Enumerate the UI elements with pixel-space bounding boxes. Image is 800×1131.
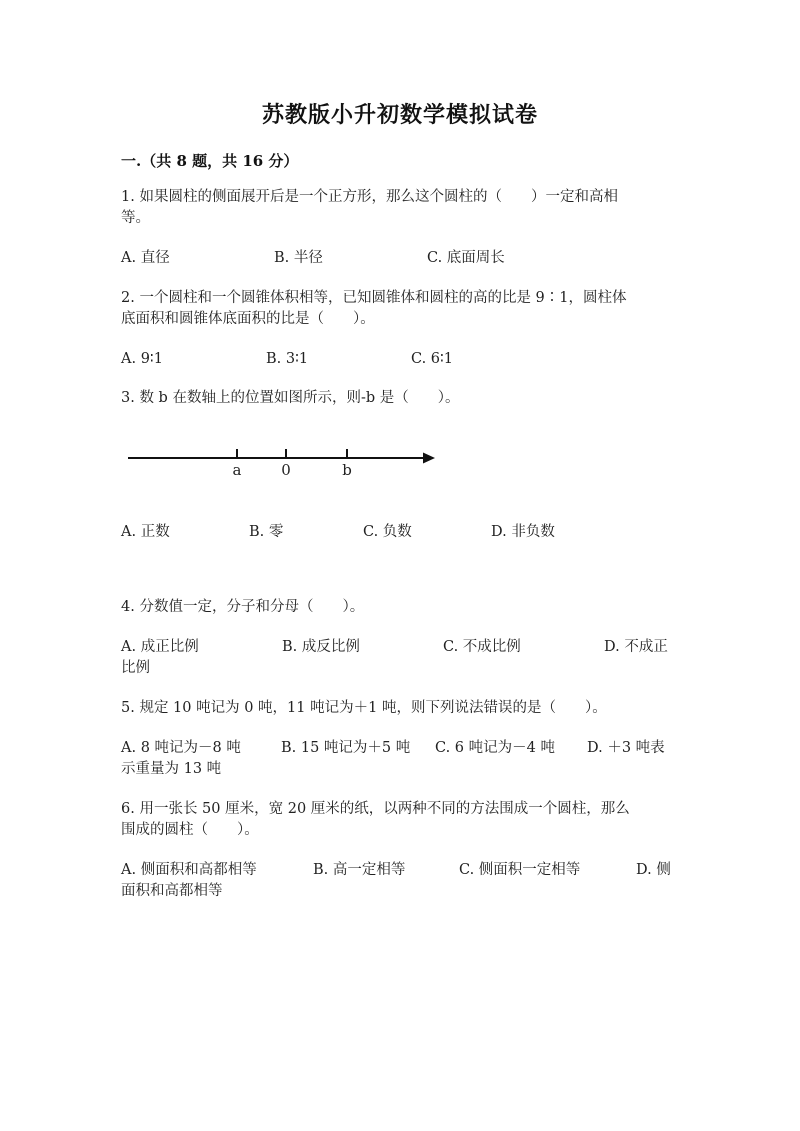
question-6-option-d[interactable]: D. 侧 <box>636 862 671 878</box>
question-2-stem <box>121 288 681 330</box>
question-3-option-c[interactable]: C. 负数 <box>363 524 412 540</box>
question-4-stem <box>121 597 681 618</box>
question-1-option-a[interactable]: A. 直径 <box>121 250 170 266</box>
question-3-options <box>121 522 681 543</box>
question-2-line-1: 2. 一个圆柱和一个圆锥体积相等，已知圆锥体和圆柱的高的比是 9∶1，圆柱体 <box>121 290 627 306</box>
question-1-option-c[interactable]: C. 底面周长 <box>427 250 505 266</box>
question-2-option-a[interactable]: A. 9∶1 <box>121 351 163 367</box>
question-6-line-2: 围成的圆柱（ ）。 <box>121 822 259 838</box>
question-5-option-d-wrap: 示重量为 13 吨 <box>121 761 222 777</box>
question-4-option-c[interactable]: C. 不成比例 <box>443 639 521 655</box>
question-3-option-a[interactable]: A. 正数 <box>121 524 170 540</box>
exam-title: 苏教版小升初数学模拟试卷 <box>261 102 538 128</box>
question-6-option-b[interactable]: B. 高一定相等 <box>313 862 406 878</box>
question-6-options <box>121 860 681 881</box>
question-6-option-a[interactable]: A. 侧面积和高都相等 <box>121 862 257 878</box>
section-heading: 一.（共 8 题，共 16 分） <box>121 152 299 170</box>
question-2-options <box>121 349 681 370</box>
number-line-label-b: b <box>342 461 352 479</box>
number-line-label-a: a <box>232 461 242 479</box>
question-4-option-d[interactable]: D. 不成正 <box>604 639 668 655</box>
question-5-option-a[interactable]: A. 8 吨记为－8 吨 <box>121 740 241 756</box>
question-2-option-c[interactable]: C. 6∶1 <box>411 351 454 367</box>
question-1-line-1: 1. 如果圆柱的侧面展开后是一个正方形，那么这个圆柱的（ ）一定和高相 <box>121 189 618 205</box>
question-5-line-1: 5. 规定 10 吨记为 0 吨，11 吨记为＋1 吨，则下列说法错误的是（ ）。 <box>121 700 607 716</box>
question-4-option-b[interactable]: B. 成反比例 <box>282 639 360 655</box>
question-3-option-b[interactable]: B. 零 <box>249 524 284 540</box>
question-1-options <box>121 248 681 269</box>
question-4-option-a[interactable]: A. 成正比例 <box>121 639 199 655</box>
question-1-line-2: 等。 <box>121 210 150 226</box>
number-line-arrow-icon <box>423 453 435 464</box>
question-5-option-b[interactable]: B. 15 吨记为＋5 吨 <box>281 740 411 756</box>
question-2-line-2: 底面积和圆锥体底面积的比是（ ）。 <box>121 311 375 327</box>
question-4-option-d-wrap: 比例 <box>121 660 150 676</box>
question-3-line-1: 3. 数 b 在数轴上的位置如图所示，则-b 是（ ）。 <box>121 390 460 406</box>
question-1-stem <box>121 187 681 229</box>
question-6-option-d-wrap: 面积和高都相等 <box>121 883 223 899</box>
question-1-option-b[interactable]: B. 半径 <box>274 250 323 266</box>
question-2-option-b[interactable]: B. 3∶1 <box>266 351 309 367</box>
question-6-option-c[interactable]: C. 侧面积一定相等 <box>459 862 581 878</box>
question-6-stem <box>121 799 681 841</box>
question-5-option-c[interactable]: C. 6 吨记为－4 吨 <box>435 740 555 756</box>
question-4-options <box>121 637 681 658</box>
question-6-line-1: 6. 用一张长 50 厘米，宽 20 厘米的纸，以两种不同的方法围成一个圆柱，那么 <box>121 801 630 817</box>
question-3-option-d[interactable]: D. 非负数 <box>491 524 555 540</box>
question-4-line-1: 4. 分数值一定，分子和分母（ ）。 <box>121 599 365 615</box>
number-line-label-zero: 0 <box>281 461 291 479</box>
question-5-option-d[interactable]: D. ＋3 吨表 <box>587 740 665 756</box>
question-5-stem <box>121 698 681 719</box>
number-line-figure <box>121 440 451 485</box>
question-5-options <box>121 738 681 759</box>
question-3-stem <box>121 388 681 409</box>
